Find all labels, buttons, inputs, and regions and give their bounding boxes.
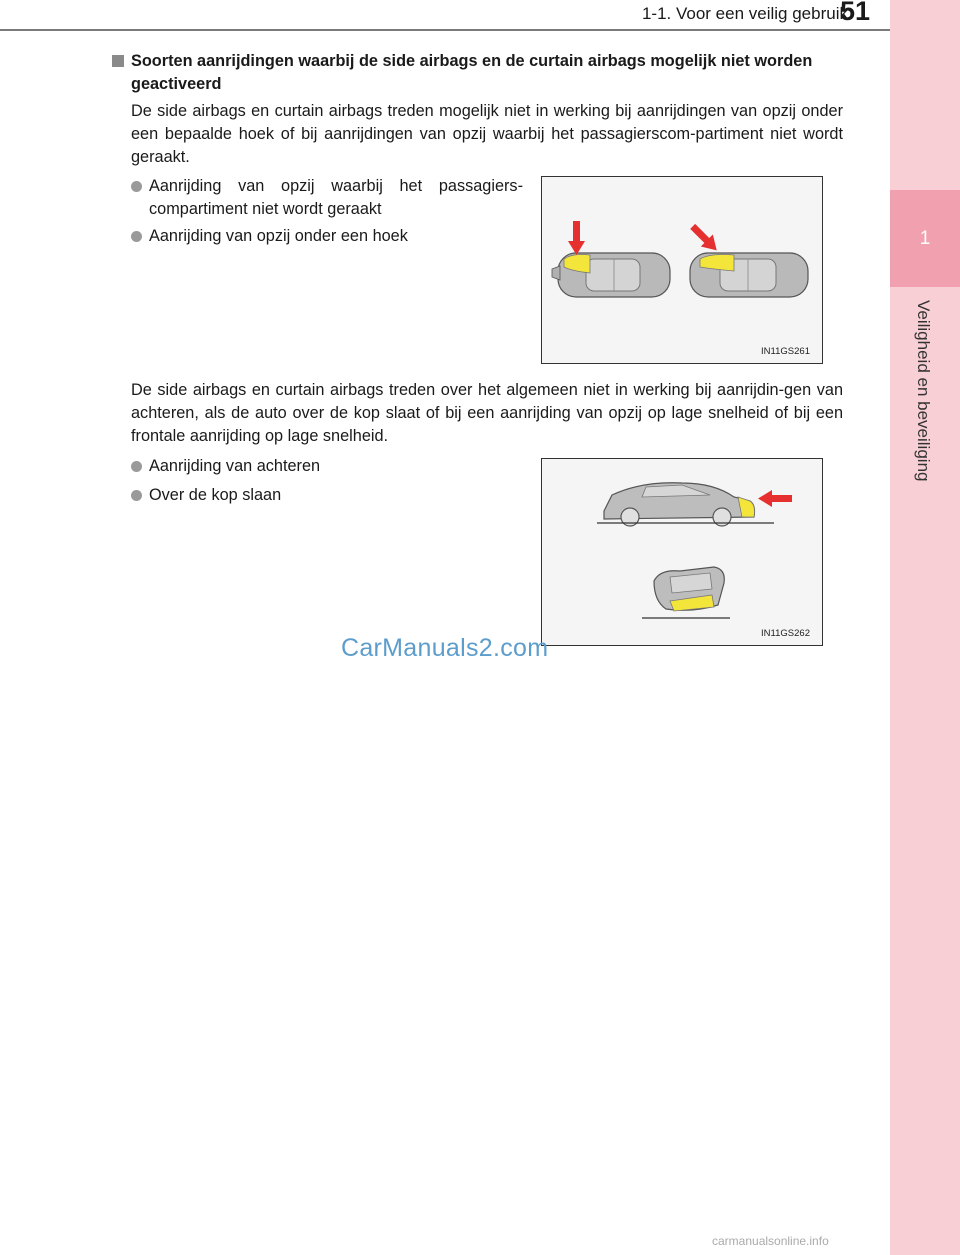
figure-side-impact — [541, 176, 823, 364]
chapter-title: Veiligheid en beveiliging — [914, 300, 933, 482]
impact-arrow-angled — [687, 220, 723, 256]
section-title: 1-1. Voor een veilig gebruik — [641, 4, 848, 23]
list-item-text: Aanrijding van achteren — [149, 457, 321, 475]
car-side-view — [597, 483, 774, 526]
chapter-sidebar — [890, 0, 960, 1255]
paragraph-side-impact: De side airbags en curtain airbags treden mogelijk niet in werking bij aanrijdingen van opzij onder een bepaalde hoek of bij aanrijdingen van opzij waarbij het passagierscom-partiment niet wordt geraakt. — [131, 102, 843, 166]
figure-code: IN11GS261 — [761, 346, 810, 357]
impact-arrow-rear — [758, 490, 792, 507]
list-item — [131, 175, 523, 221]
list-item — [131, 225, 523, 248]
page-number: 51 — [839, 0, 871, 26]
header-divider — [0, 29, 890, 31]
list-item — [131, 455, 523, 478]
list-item-text: Aanrijding van opzij onder een hoek — [149, 227, 408, 245]
watermark-carmanuals2[interactable]: CarManuals2.com — [341, 634, 549, 662]
rear-rollover-illustration — [542, 459, 821, 644]
section-heading — [112, 50, 852, 96]
bullet-dot-icon — [131, 181, 142, 192]
bullet-dot-icon — [131, 231, 142, 242]
bullet-dot-icon — [131, 490, 142, 501]
list-item-text: Over de kop slaan — [149, 486, 282, 504]
list-item-text: Aanrijding van opzij waarbij het passagiers-compartiment niet wordt geraakt — [149, 177, 523, 218]
car-top-view-2 — [690, 253, 808, 297]
chapter-number: 1 — [919, 228, 931, 249]
list-item — [131, 484, 523, 507]
watermark-carmanualsonline[interactable]: carmanualsonline.info — [712, 1234, 829, 1248]
car-rollover — [642, 567, 730, 618]
figure-rear-rollover — [541, 458, 823, 646]
car-top-view-1 — [552, 253, 670, 297]
impact-arrow-straight — [568, 221, 585, 255]
figure-code: IN11GS262 — [761, 628, 810, 639]
square-bullet-icon — [112, 55, 124, 67]
side-impact-illustration — [542, 177, 821, 362]
paragraph-no-deploy: De side airbags en curtain airbags treden over het algemeen niet in werking bij aanrijdin-gen van achteren, als de auto over de kop slaat of bij een aanrijding van opzij op lage snelheid of bij een frontale aanrijding op lage snelheid. — [131, 381, 843, 445]
section-heading-text: Soorten aanrijdingen waarbij de side airbags en de curtain airbags mogelijk niet worden geactiveerd — [131, 52, 813, 93]
bullet-dot-icon — [131, 461, 142, 472]
